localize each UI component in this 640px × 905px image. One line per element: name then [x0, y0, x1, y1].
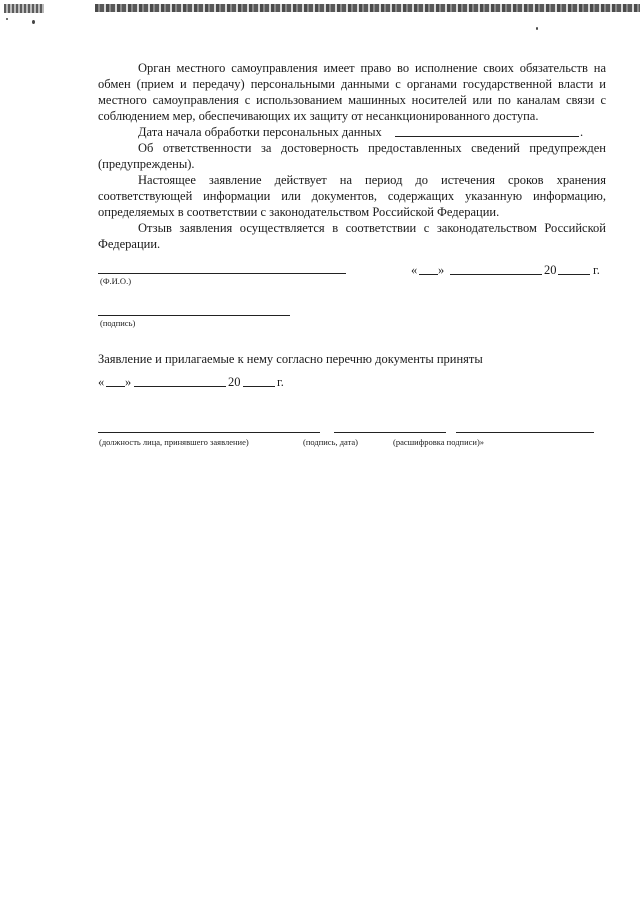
scan-speck [32, 20, 35, 24]
date-month-field[interactable] [450, 274, 542, 275]
date-year-prefix: 20 [544, 263, 557, 277]
paragraph-revocation: Отзыв заявления осуществляется в соответствии с законодательством Российской Федерации. [98, 221, 606, 251]
acceptance-date-close-quote: » [125, 375, 132, 389]
acceptance-month-field[interactable] [134, 386, 226, 387]
scan-speck [536, 27, 538, 30]
fio-caption: (Ф.И.О.) [100, 276, 132, 286]
period-mark: . [580, 125, 584, 139]
date-day-field[interactable] [419, 274, 438, 275]
acceptor-signature-field[interactable] [334, 432, 446, 433]
scan-artifact-top [95, 4, 640, 12]
signature-caption: (подпись) [100, 318, 136, 328]
acceptor-position-caption: (должность лица, принявшего заявление) [99, 437, 249, 447]
acceptor-decoding-field[interactable] [456, 432, 594, 433]
acceptor-decoding-caption: (расшифровка подписи)» [393, 437, 485, 447]
acceptance-year-suffix: г. [277, 375, 284, 389]
date-year-field[interactable] [558, 274, 590, 275]
scan-artifact-left [4, 4, 44, 13]
acceptance-date-open-quote: « [98, 375, 105, 389]
scan-speck [6, 18, 8, 20]
signature-field[interactable] [98, 315, 290, 316]
acceptor-signature-caption: (подпись, дата) [303, 437, 359, 447]
acceptance-statement: Заявление и прилагаемые к нему согласно перечню документы приняты [98, 352, 483, 366]
acceptance-year-prefix: 20 [228, 375, 241, 389]
paragraph-data-exchange: Орган местного самоуправления имеет право во исполнение своих обязательств на обмен (прием и передачу) персональными данными с органами государственной власти и местного самоуправления с использованием машинных носителей или по каналам связи с соблюдением мер, обеспечивающих их защиту от несанкционированного доступа. [98, 61, 606, 123]
paragraph-responsibility: Об ответственности за достоверность предоставленных сведений предупрежден (предупреждены). [98, 141, 606, 171]
processing-start-date-field[interactable] [395, 136, 579, 137]
date-year-suffix: г. [593, 263, 600, 277]
paragraph-validity: Настоящее заявление действует на период до истечения сроков хранения соответствующей информации или документов, содержащих указанную информацию, определяемых в соответствии с законодательством Российской Федерации. [98, 173, 606, 219]
acceptor-position-field[interactable] [98, 432, 320, 433]
fio-field[interactable] [98, 273, 346, 274]
acceptance-year-field[interactable] [243, 386, 275, 387]
date-open-quote: « [411, 263, 418, 277]
processing-start-date-label: Дата начала обработки персональных данных [138, 125, 382, 139]
acceptance-day-field[interactable] [106, 386, 125, 387]
date-close-quote: » [438, 263, 445, 277]
